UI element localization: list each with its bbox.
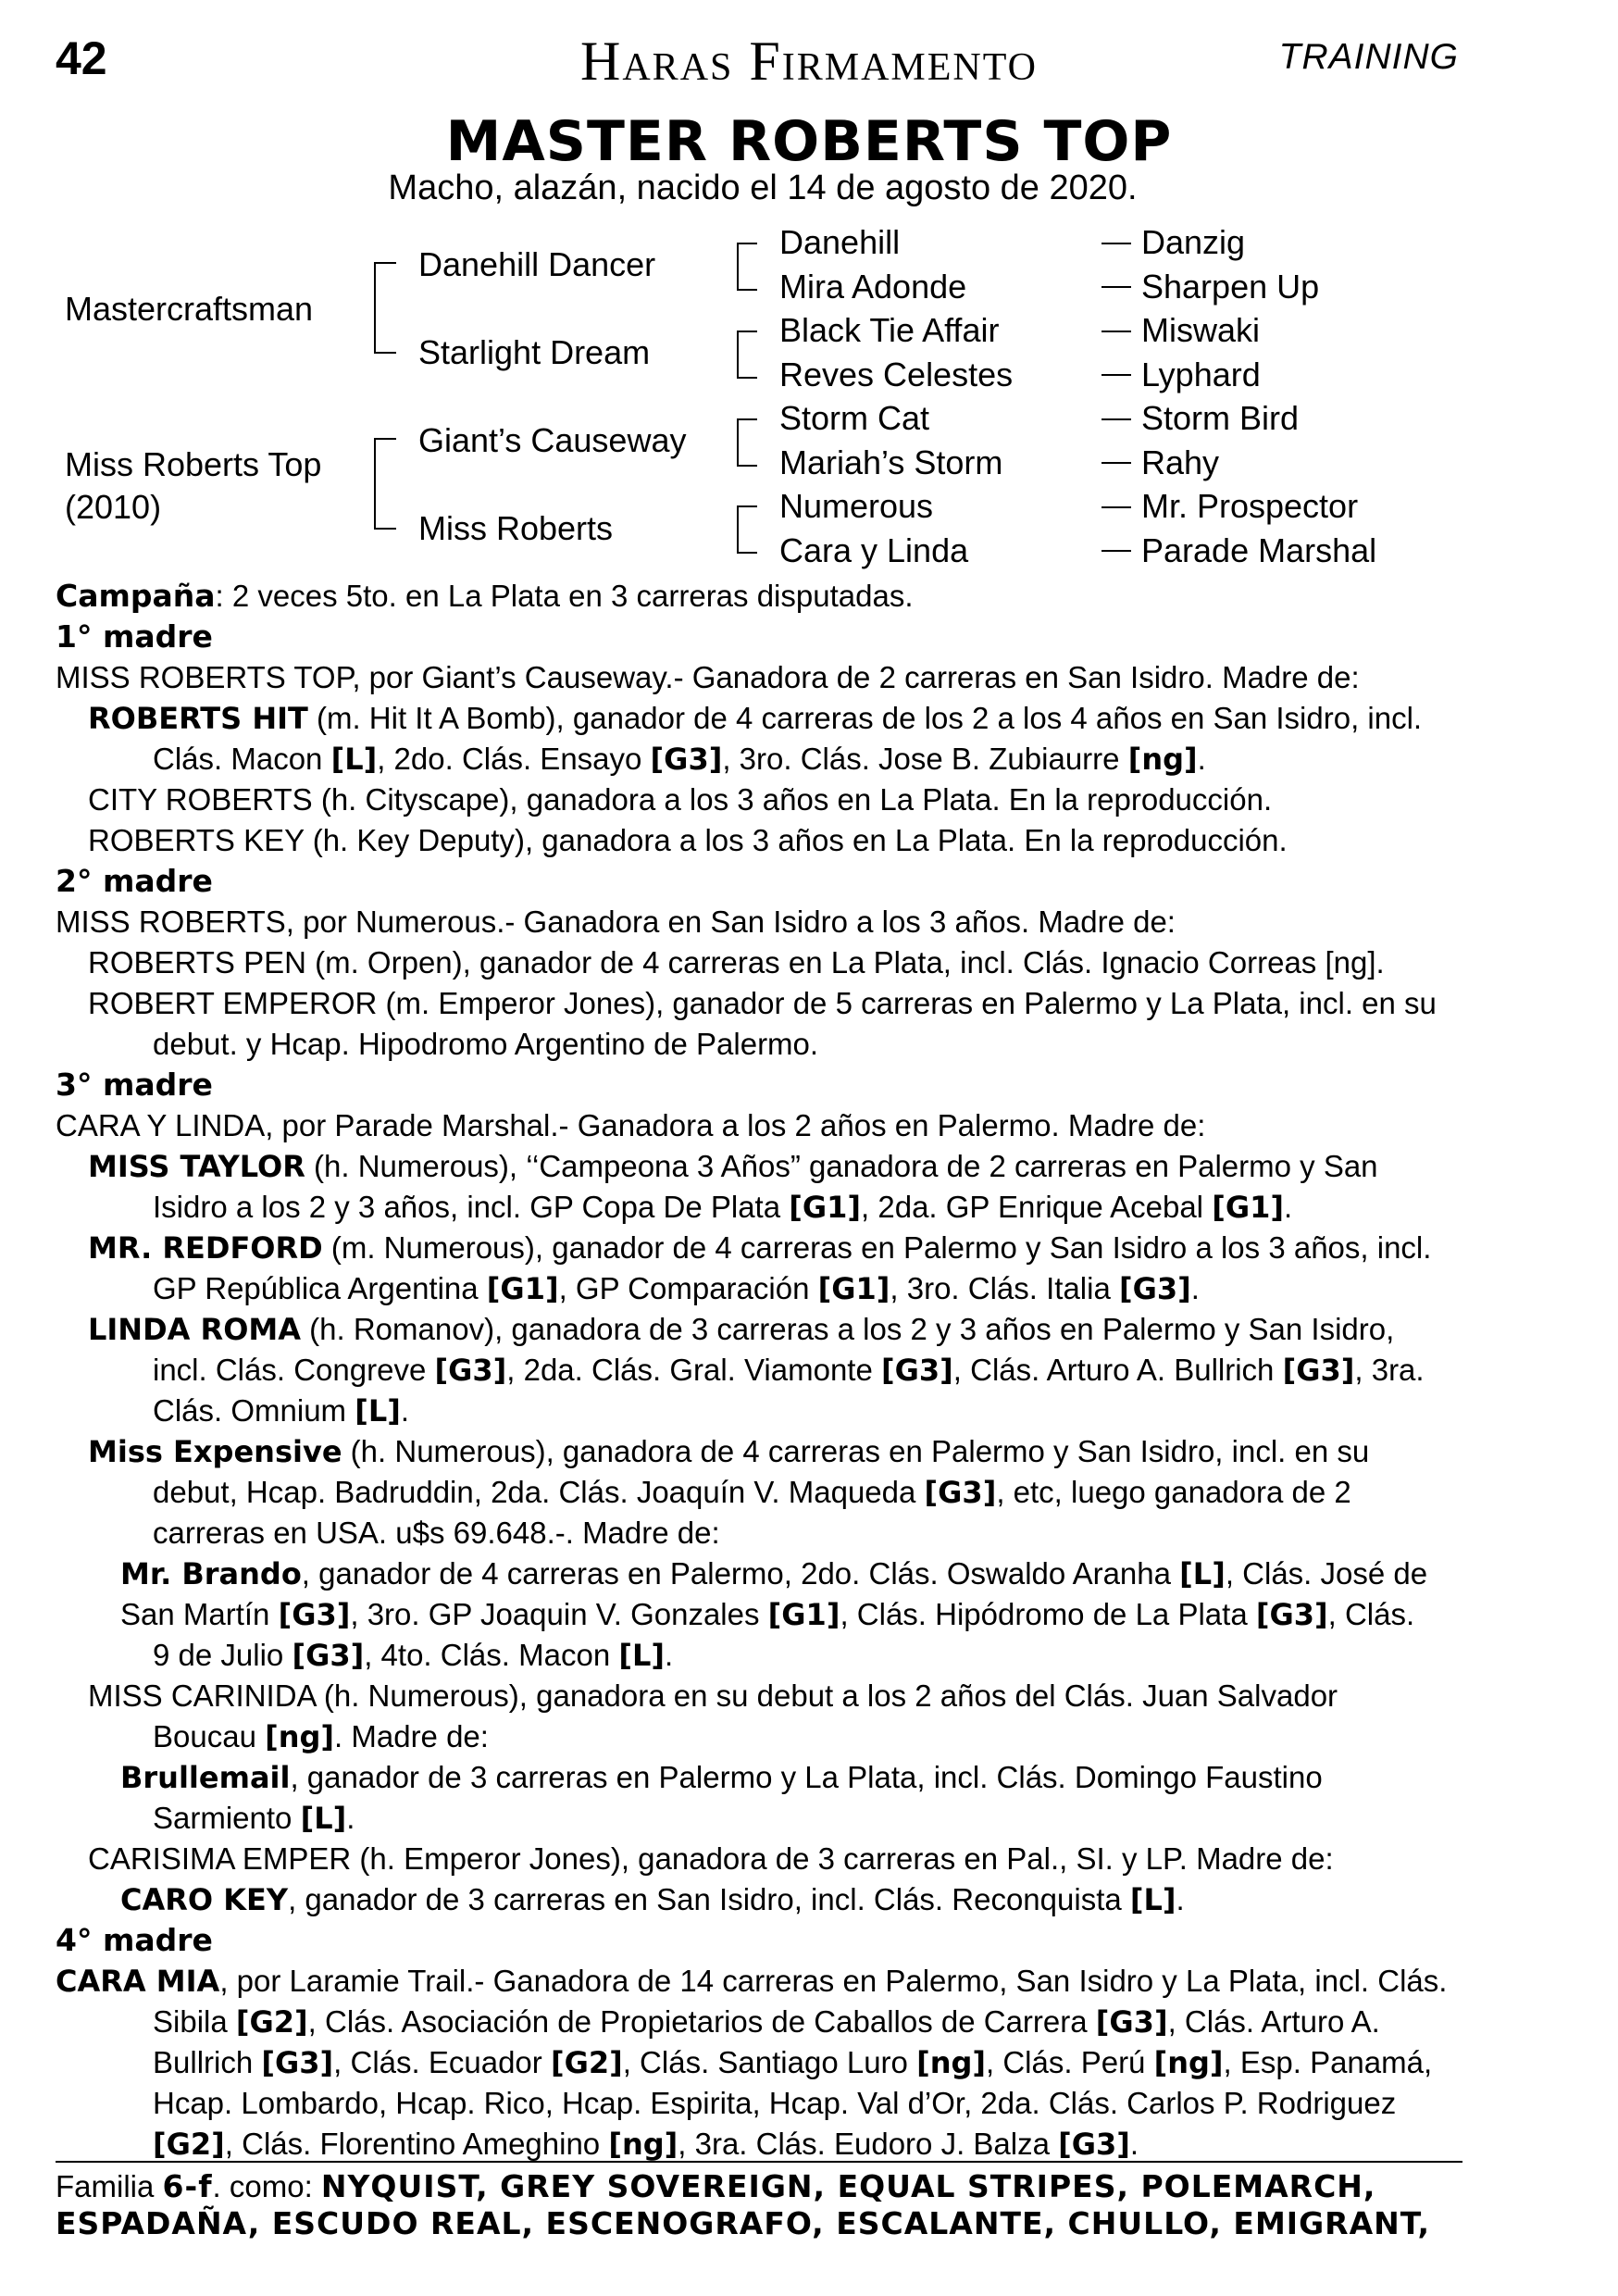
produce-entry-cont: 9 de Julio [G3], 4to. Clás. Macon [L]. xyxy=(153,1638,674,1673)
produce-entry: MISS CARINIDA (h. Numerous), ganadora en su debut a los 2 años del Clás. Juan Salvador xyxy=(88,1678,1338,1713)
produce-entry: ROBERT EMPEROR (m. Emperor Jones), ganador de 5 carreras en Palermo y La Plata, incl. en su xyxy=(88,986,1437,1020)
page-number: 42 xyxy=(56,32,107,84)
produce-entry-cont: Sibila [G2], Clás. Asociación de Propietarios de Caballos de Carrera [G3], Clás. Arturo A. xyxy=(153,2004,1380,2040)
bracket-gen3-4 xyxy=(737,505,757,554)
familia-block xyxy=(56,2168,1574,2242)
produce-entry: CARISIMA EMPER (h. Emperor Jones), ganadora de 3 carreras en Pal., SI. y LP. Madre de: xyxy=(88,1841,1334,1876)
madre1-heading: 1° madre xyxy=(56,618,213,655)
produce-entry-cont: Boucau [ng]. Madre de: xyxy=(153,1719,489,1754)
madre2-intro: MISS ROBERTS, por Numerous.- Ganadora en San Isidro a los 3 años. Madre de: xyxy=(56,905,1176,939)
madre4-heading: 4° madre xyxy=(56,1922,213,1958)
produce-entry: CARO KEY, ganador de 3 carreras en San Isidro, incl. Clás. Reconquista [L]. xyxy=(120,1882,1185,1917)
bracket-gen3-2 xyxy=(737,331,757,379)
produce-entry: MR. REDFORD (m. Numerous), ganador de 4 carreras en Palermo y San Isidro a los 3 años, incl. xyxy=(88,1230,1432,1266)
produce-entry-cont: Clás. Macon [L], 2do. Clás. Ensayo [G3], 3ro. Clás. Jose B. Zubiaurre [ng]. xyxy=(153,742,1206,777)
pedigree-gen3-5: Storm Cat xyxy=(779,399,930,437)
pedigree-sire: Mastercraftsman xyxy=(65,290,314,328)
pedigree-gen3-2: Mira Adonde xyxy=(779,268,967,306)
bracket-gen3-1 xyxy=(737,243,757,291)
pedigree-gen3-8: Cara y Linda xyxy=(779,531,969,569)
pedigree-gen2-2: Starlight Dream xyxy=(418,333,651,371)
campana-line: Campaña: 2 veces 5to. en La Plata en 3 carreras disputadas. xyxy=(56,578,914,614)
bracket-gen3-3 xyxy=(737,418,757,467)
dash-gen4-5 xyxy=(1101,418,1131,420)
horse-description: Macho, alazán, nacido el 14 de agosto de 2020. xyxy=(388,168,1138,207)
pedigree-gen4-6: Rahy xyxy=(1141,443,1220,481)
madre1-intro: MISS ROBERTS TOP, por Giant’s Causeway.- Ganadora de 2 carreras en San Isidro. Madre de: xyxy=(56,660,1360,694)
farm-name: Haras Firmamento xyxy=(580,31,1038,92)
pedigree-gen4-1: Danzig xyxy=(1141,223,1246,261)
dash-gen4-2 xyxy=(1101,286,1131,288)
dash-gen4-7 xyxy=(1101,506,1131,508)
produce-entry-cont: GP República Argentina [G1], GP Comparación [G1], 3ro. Clás. Italia [G3]. xyxy=(153,1271,1200,1306)
bracket-sire xyxy=(374,262,396,354)
produce-entry: ROBERTS PEN (m. Orpen), ganador de 4 carreras en La Plata, incl. Clás. Ignacio Correas [ng]. xyxy=(88,945,1385,980)
produce-entry: MISS TAYLOR (h. Numerous), ‘‘Campeona 3 Años” ganadora de 2 carreras en Palermo y San xyxy=(88,1149,1378,1184)
produce-entry: ROBERTS HIT (m. Hit It A Bomb), ganador de 4 carreras de los 2 a los 4 años en San Isidro, incl. xyxy=(88,701,1423,736)
madre2-heading: 2° madre xyxy=(56,863,213,899)
pedigree-notes xyxy=(56,576,1574,2165)
produce-entry-cont: debut. y Hcap. Hipodromo Argentino de Palermo. xyxy=(153,1027,819,1061)
pedigree-gen4-2: Sharpen Up xyxy=(1141,268,1320,306)
familia-line-1: Familia 6-f. como: NYQUIST, GREY SOVEREIGN, EQUAL STRIPES, POLEMARCH, xyxy=(56,2168,1376,2204)
madre3-heading: 3° madre xyxy=(56,1067,213,1103)
pedigree-gen4-8: Parade Marshal xyxy=(1141,531,1377,569)
produce-entry-cont: incl. Clás. Congreve [G3], 2da. Clás. Gral. Viamonte [G3], Clás. Arturo A. Bullrich [G3], 3ra. xyxy=(153,1353,1425,1388)
produce-entry-cont: Hcap. Lombardo, Hcap. Rico, Hcap. Espirita, Hcap. Val d’Or, 2da. Clás. Carlos P. Rodriguez xyxy=(153,2086,1397,2120)
pedigree-gen2-1: Danehill Dancer xyxy=(418,245,656,283)
pedigree-gen3-7: Numerous xyxy=(779,487,934,525)
pedigree-gen3-1: Danehill xyxy=(779,223,901,261)
pedigree-gen4-3: Miswaki xyxy=(1141,311,1261,349)
pedigree-gen2-4: Miss Roberts xyxy=(418,509,614,547)
produce-entry: Miss Expensive (h. Numerous), ganadora de 4 carreras en Palermo y San Isidro, incl. en su xyxy=(88,1434,1370,1469)
produce-entry: CITY ROBERTS (h. Cityscape), ganadora a los 3 años en La Plata. En la reproducción. xyxy=(88,782,1273,817)
produce-entry-cont: [G2], Clás. Florentino Ameghino [ng], 3ra. Clás. Eudoro J. Balza [G3]. xyxy=(153,2127,1139,2162)
section-label: TRAINING xyxy=(1278,37,1459,77)
pedigree-dam-year: (2010) xyxy=(65,488,162,526)
madre3-intro: CARA Y LINDA, por Parade Marshal.- Ganadora a los 2 años en Palermo. Madre de: xyxy=(56,1108,1206,1142)
produce-entry: Mr. Brando, ganador de 4 carreras en Palermo, 2do. Clás. Oswaldo Aranha [L], Clás. José de xyxy=(120,1556,1428,1591)
produce-entry-cont: Sarmiento [L]. xyxy=(153,1801,355,1836)
pedigree-gen3-6: Mariah’s Storm xyxy=(779,443,1003,481)
pedigree-gen3-3: Black Tie Affair xyxy=(779,311,1000,349)
bracket-dam xyxy=(374,438,396,530)
horse-name: MASTER ROBERTS TOP xyxy=(445,109,1173,174)
produce-entry-cont: Clás. Omnium [L]. xyxy=(153,1393,410,1429)
dash-gen4-6 xyxy=(1101,462,1131,464)
produce-entry: Brullemail, ganador de 3 carreras en Palermo y La Plata, incl. Clás. Domingo Faustino xyxy=(120,1760,1323,1795)
pedigree-dam: Miss Roberts Top xyxy=(65,445,322,483)
pedigree-gen4-7: Mr. Prospector xyxy=(1141,487,1359,525)
pedigree-gen3-4: Reves Celestes xyxy=(779,356,1014,393)
produce-entry-cont: debut, Hcap. Badruddin, 2da. Clás. Joaquín V. Maqueda [G3], etc, luego ganadora de 2 xyxy=(153,1475,1351,1510)
pedigree-gen4-5: Storm Bird xyxy=(1141,399,1300,437)
dash-gen4-8 xyxy=(1101,550,1131,552)
produce-entry: ROBERTS KEY (h. Key Deputy), ganadora a los 3 años en La Plata. En la reproducción. xyxy=(88,823,1288,857)
produce-entry-cont: carreras en USA. u$s 69.648.-. Madre de: xyxy=(153,1516,720,1550)
pedigree-gen4-4: Lyphard xyxy=(1141,356,1261,393)
dash-gen4-4 xyxy=(1101,374,1131,376)
familia-line-2: ESPADAÑA, ESCUDO REAL, ESCENOGRAFO, ESCALANTE, CHULLO, EMIGRANT, xyxy=(56,2205,1431,2241)
produce-entry-cont: Bullrich [G3], Clás. Ecuador [G2], Clás. Santiago Luro [ng], Clás. Perú [ng], Esp. Panamá, xyxy=(153,2045,1433,2080)
dash-gen4-1 xyxy=(1101,243,1131,244)
produce-entry-cont: San Martín [G3], 3ro. GP Joaquin V. Gonzales [G1], Clás. Hipódromo de La Plata [G3], Clás. xyxy=(120,1597,1415,1632)
footer-divider xyxy=(56,2161,1462,2163)
pedigree-gen2-3: Giant’s Causeway xyxy=(418,421,687,459)
produce-entry: CARA MIA, por Laramie Trail.- Ganadora de 14 carreras en Palermo, San Isidro y La Plata, incl. Clás. xyxy=(56,1964,1448,1999)
produce-entry-cont: Isidro a los 2 y 3 años, incl. GP Copa De Plata [G1], 2da. GP Enrique Acebal [G1]. xyxy=(153,1190,1293,1225)
dash-gen4-3 xyxy=(1101,331,1131,332)
campana-label: Campaña xyxy=(56,578,216,614)
produce-entry: LINDA ROMA (h. Romanov), ganadora de 3 carreras a los 2 y 3 años en Palermo y San Isidro, xyxy=(88,1312,1395,1347)
